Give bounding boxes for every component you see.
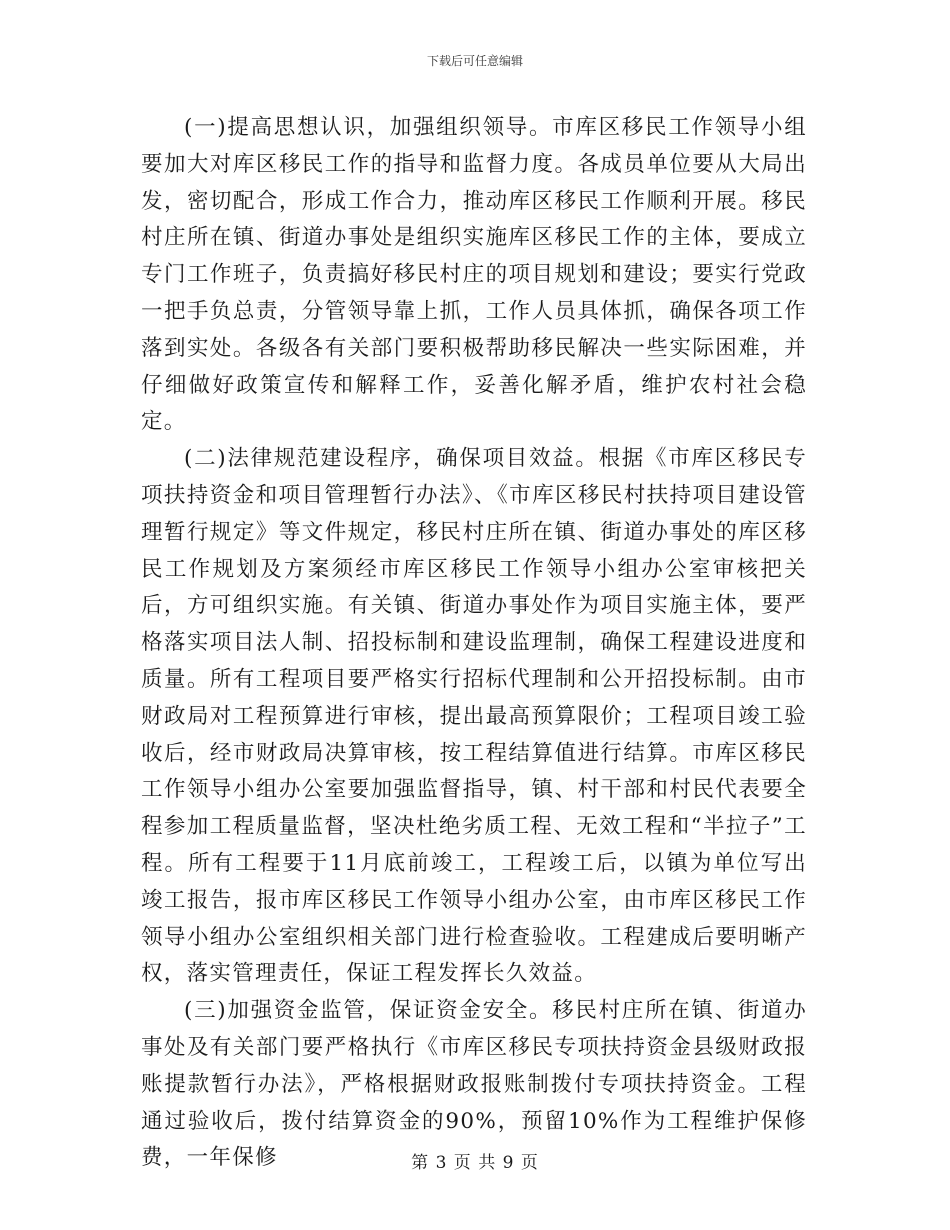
paragraph-1: (一)提高思想认识，加强组织领导。市库区移民工作领导小组要加大对库区移民工作的指导和监督力度。各成员单位要从大局出发，密切配合，形成工作合力，推动库区移民工作顺利开展。移民村庄所在镇、街道办事处是组织实施库区移民工作的主体，要成立专门工作班子，负责搞好移民村庄的项目规划和建设；要实行党政一把手负总责，分管领导靠上抓，工作人员具体抓，确保各项工作落到实处。各级各有关部门要积极帮助移民解决一些实际困难，并仔细做好政策宣传和解释工作，妥善化解矛盾，维护农村社会稳定。 bbox=[141, 115, 807, 435]
paragraph-2: (二)法律规范建设程序，确保项目效益。根据《市库区移民专项扶持资金和项目管理暂行办法》、《市库区移民村扶持项目建设管理暂行规定》等文件规定，移民村庄所在镇、街道办事处的库区移民工作规划及方案须经市库区移民工作领导小组办公室审核把关后，方可组织实施。有关镇、街道办事处作为项目实施主体，要严格落实项目法人制、招投标制和建设监理制，确保工程建设进度和质量。所有工程项目要严格实行招标代理制和公开招投标制。由市财政局对工程预算进行审核，提出最高预算限价；工程项目竣工验收后，经市财政局决算审核，按工程结算值进行结算。市库区移民工作领导小组办公室要加强监督指导，镇、村干部和村民代表要全程参加工程质量监督，坚决杜绝劣质工程、无效工程和“半拉子”工程。所有工程要于11月底前竣工，工程竣工后，以镇为单位写出竣工报告，报市库区移民工作领导小组办公室，由市库区移民工作领导小组办公室组织相关部门进行检查验收。工程建成后要明晰产权，落实管理责任，保证工程发挥长久效益。 bbox=[141, 446, 807, 987]
document-body bbox=[141, 110, 807, 1177]
paragraph-3: (三)加强资金监管，保证资金安全。移民村庄所在镇、街道办事处及有关部门要严格执行《市库区移民专项扶持资金县级财政报账提款暂行办法》，严格根据财政报账制拨付专项扶持资金。工程通过验收后，拨付结算资金的90%，预留10%作为工程维护保修费，一年保修 bbox=[141, 998, 807, 1171]
page-header-note: 下载后可任意编辑 bbox=[426, 54, 523, 68]
page-number: 第 3 页 共 9 页 bbox=[411, 1153, 539, 1173]
